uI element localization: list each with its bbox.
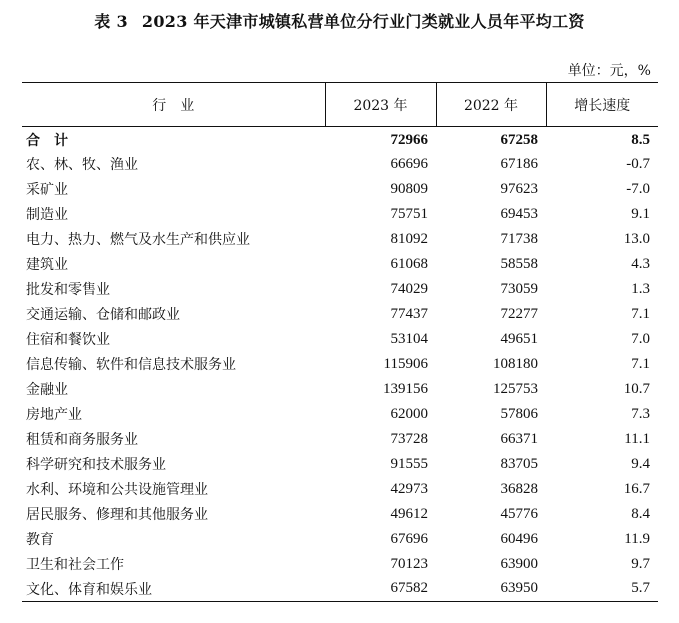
industry-cell: 批发和零售业 bbox=[26, 282, 110, 298]
wage-2023-cell: 90809 bbox=[390, 180, 428, 197]
wage-2023-cell: 139156 bbox=[383, 380, 428, 397]
growth-cell: 4.3 bbox=[631, 255, 650, 272]
table-body bbox=[22, 127, 658, 602]
industry-cell: 水利、环境和公共设施管理业 bbox=[26, 482, 208, 498]
growth-cell: 16.7 bbox=[623, 480, 650, 497]
growth-cell: 7.0 bbox=[631, 330, 650, 347]
table-row bbox=[22, 577, 658, 602]
growth-cell: 7.3 bbox=[631, 405, 650, 422]
table-row bbox=[22, 152, 658, 177]
growth-cell: 5.7 bbox=[631, 580, 650, 597]
table-row bbox=[22, 227, 658, 252]
wage-2022-cell: 66371 bbox=[500, 430, 538, 447]
industry-cell: 房地产业 bbox=[26, 407, 82, 423]
total-row bbox=[22, 127, 658, 152]
unit-note: 单位：元，% bbox=[567, 63, 651, 79]
table-row bbox=[22, 402, 658, 427]
industry-cell: 交通运输、仓储和邮政业 bbox=[26, 307, 180, 323]
wage-2022-cell: 83705 bbox=[500, 455, 538, 472]
growth-cell: 8.4 bbox=[631, 505, 650, 522]
table-row bbox=[22, 527, 658, 552]
wage-2023-cell: 67582 bbox=[390, 580, 428, 597]
wage-2023-cell: 91555 bbox=[390, 455, 428, 472]
industry-cell: 农、林、牧、渔业 bbox=[26, 157, 138, 173]
table-row bbox=[22, 177, 658, 202]
growth-cell: 1.3 bbox=[631, 280, 650, 297]
growth-cell: 11.9 bbox=[624, 530, 650, 547]
wage-2023-cell: 42973 bbox=[390, 480, 428, 497]
wage-2023-cell: 75751 bbox=[390, 205, 428, 222]
wage-2023-cell: 77437 bbox=[390, 305, 428, 322]
table-title-text: 2023 年天津市城镇私营单位分行业门类就业人员年平均工资 bbox=[141, 12, 585, 31]
wage-table bbox=[22, 82, 658, 602]
wage-2023-cell: 62000 bbox=[390, 405, 428, 422]
table-row bbox=[22, 277, 658, 302]
wage-2023-cell: 72966 bbox=[390, 131, 428, 148]
industry-cell: 金融业 bbox=[26, 382, 68, 398]
table-row bbox=[22, 302, 658, 327]
wage-2022-cell: 57806 bbox=[500, 405, 538, 422]
wage-2022-cell: 97623 bbox=[500, 180, 538, 197]
table-row bbox=[22, 252, 658, 277]
industry-cell: 采矿业 bbox=[26, 182, 68, 198]
wage-2023-cell: 70123 bbox=[390, 555, 428, 572]
industry-cell: 信息传输、软件和信息技术服务业 bbox=[26, 357, 236, 373]
growth-cell: 9.1 bbox=[631, 205, 650, 222]
wage-2022-cell: 60496 bbox=[500, 530, 538, 547]
wage-2023-cell: 49612 bbox=[390, 505, 428, 522]
wage-2022-cell: 73059 bbox=[500, 280, 538, 297]
wage-2023-cell: 61068 bbox=[390, 255, 428, 272]
industry-cell: 科学研究和技术服务业 bbox=[26, 457, 166, 473]
header-industry: 行 业 bbox=[152, 97, 195, 114]
industry-cell: 住宿和餐饮业 bbox=[26, 332, 110, 348]
growth-cell: 11.1 bbox=[624, 430, 650, 447]
industry-cell: 建筑业 bbox=[26, 257, 68, 273]
table-row bbox=[22, 377, 658, 402]
wage-2022-cell: 67186 bbox=[500, 155, 538, 172]
growth-cell: 7.1 bbox=[631, 355, 650, 372]
industry-cell: 制造业 bbox=[26, 207, 68, 223]
growth-cell: -0.7 bbox=[626, 155, 650, 172]
table-row bbox=[22, 427, 658, 452]
industry-cell: 租赁和商务服务业 bbox=[26, 432, 138, 448]
table-row bbox=[22, 452, 658, 477]
industry-cell: 电力、热力、燃气及水生产和供应业 bbox=[26, 232, 250, 248]
table-row bbox=[22, 502, 658, 527]
table-row bbox=[22, 477, 658, 502]
wage-2022-cell: 108180 bbox=[493, 355, 538, 372]
wage-2022-cell: 58558 bbox=[500, 255, 538, 272]
wage-2022-cell: 45776 bbox=[500, 505, 538, 522]
wage-2022-cell: 72277 bbox=[500, 305, 538, 322]
wage-2022-cell: 63950 bbox=[500, 580, 538, 597]
industry-cell: 文化、体育和娱乐业 bbox=[26, 581, 152, 598]
wage-2022-cell: 49651 bbox=[500, 330, 538, 347]
growth-cell: 9.7 bbox=[631, 555, 650, 572]
wage-2022-cell: 36828 bbox=[500, 480, 538, 497]
wage-2022-cell: 67258 bbox=[500, 131, 538, 148]
growth-cell: 9.4 bbox=[631, 455, 650, 472]
table-row bbox=[22, 327, 658, 352]
growth-cell: 8.5 bbox=[631, 131, 650, 148]
growth-cell: -7.0 bbox=[626, 180, 650, 197]
wage-2022-cell: 125753 bbox=[493, 380, 538, 397]
table-title bbox=[0, 9, 679, 32]
header-row bbox=[22, 83, 658, 127]
industry-cell: 教育 bbox=[26, 532, 54, 548]
header-2023: 2023 年 bbox=[325, 83, 436, 127]
wage-2023-cell: 53104 bbox=[390, 330, 428, 347]
wage-2022-cell: 69453 bbox=[500, 205, 538, 222]
wage-2023-cell: 81092 bbox=[390, 230, 428, 247]
table-row bbox=[22, 552, 658, 577]
industry-cell: 卫生和社会工作 bbox=[26, 557, 124, 573]
wage-2023-cell: 115906 bbox=[383, 355, 428, 372]
wage-2023-cell: 67696 bbox=[390, 530, 428, 547]
industry-cell: 居民服务、修理和其他服务业 bbox=[26, 507, 208, 523]
table-row bbox=[22, 352, 658, 377]
wage-2023-cell: 73728 bbox=[390, 430, 428, 447]
wage-2022-cell: 63900 bbox=[500, 555, 538, 572]
wage-2023-cell: 66696 bbox=[390, 155, 428, 172]
growth-cell: 7.1 bbox=[631, 305, 650, 322]
table-number: 表 3 bbox=[94, 12, 128, 31]
wage-2023-cell: 74029 bbox=[390, 280, 428, 297]
wage-2022-cell: 71738 bbox=[500, 230, 538, 247]
industry-cell: 合 计 bbox=[26, 133, 68, 150]
header-2022: 2022 年 bbox=[436, 83, 546, 127]
header-growth: 增长速度 bbox=[546, 83, 658, 127]
growth-cell: 10.7 bbox=[623, 380, 650, 397]
table-row bbox=[22, 202, 658, 227]
growth-cell: 13.0 bbox=[623, 230, 650, 247]
